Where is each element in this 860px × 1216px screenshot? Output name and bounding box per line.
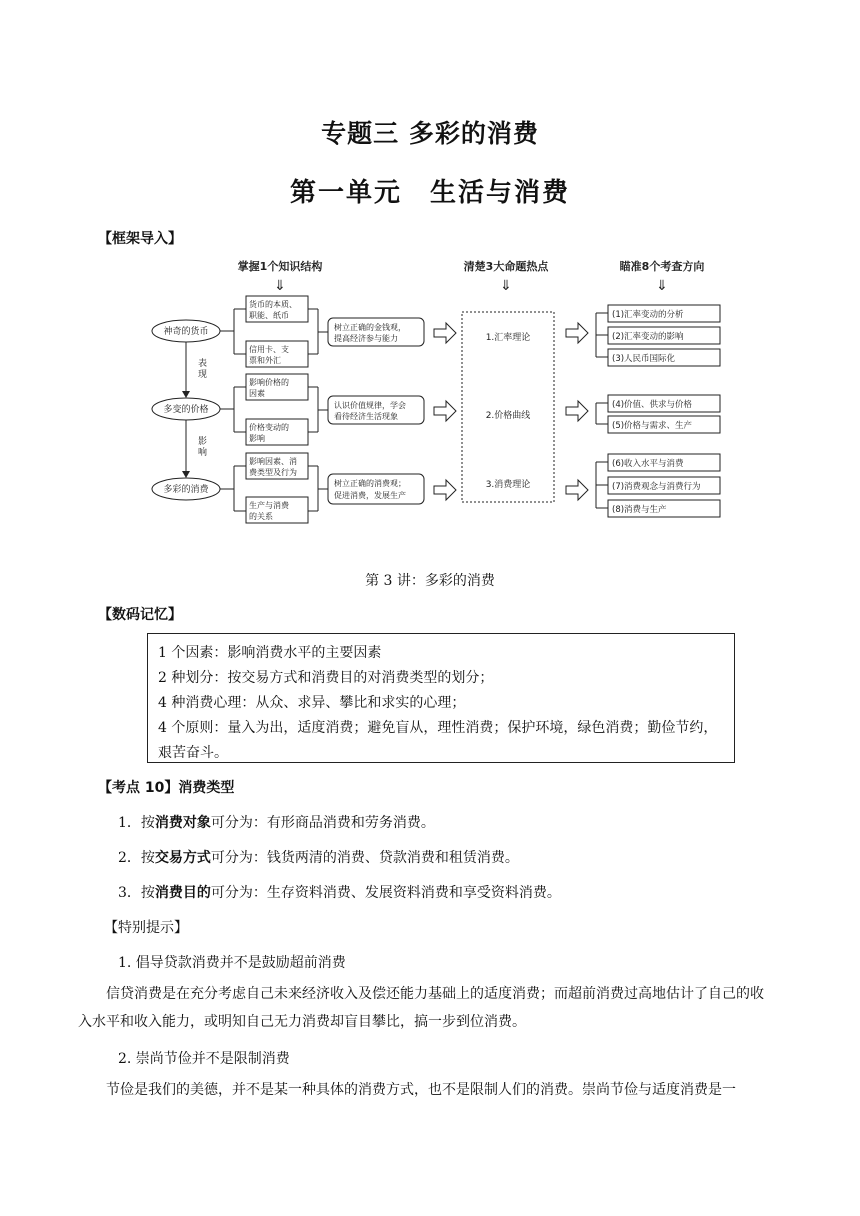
memory-box (147, 633, 735, 763)
sub-label: 影响因素、消 (249, 457, 297, 466)
topic-label: 多彩的消费 (163, 485, 209, 495)
knowledge-framework-diagram (150, 256, 730, 526)
direction-label: (5)价格与需求、生产 (612, 421, 693, 431)
sub-label: 因素 (249, 389, 265, 398)
down-arrow: ⇓ (656, 278, 668, 294)
direction-label: (2)汇率变动的影响 (612, 332, 684, 342)
sub-label: 票和外汇 (249, 356, 281, 365)
sub-label: 信用卡、支 (249, 345, 289, 354)
section-tip: 【特别提示】 (104, 920, 188, 936)
item-key: 交易方式 (154, 850, 211, 866)
goal-label: 看待经济生活现象 (334, 412, 398, 421)
direction-label: (6)收入水平与消费 (612, 459, 684, 469)
section-framework: 【框架导入】 (98, 231, 182, 247)
topic-label: 多变的价格 (163, 405, 209, 415)
goal-label: 提高经济参与能力 (334, 334, 398, 343)
kaodian-item (118, 847, 519, 867)
goal-label: 认识价值规律，学会 (334, 401, 406, 410)
section-memory: 【数码记忆】 (98, 607, 182, 623)
tip-body: 信贷消费是在充分考虑自己未来经济收入及偿还能力基础上的适度消费；而超前消费过高地估计了自己的收入水平和收入能力，或明知自己无力消费却盲目攀比，搞一步到位消费。 (78, 986, 764, 1030)
sub-label: 的关系 (249, 512, 273, 521)
sub-label: 生产与消费 (249, 501, 289, 510)
memory-line: 2 种划分：按交易方式和消费目的对消费类型的划分； (158, 670, 494, 686)
kaodian-item (118, 812, 435, 832)
sub-label: 费类型及行为 (249, 468, 297, 477)
direction-label: (7)消费观念与消费行为 (612, 482, 701, 492)
tip-heading: 2. 崇尚节俭并不是限制消费 (118, 1051, 290, 1067)
link-label: 响 (198, 448, 208, 458)
unit-title: 第一单元 生活与消费 (289, 178, 570, 208)
section-kaodian: 【考点 10】消费类型 (98, 780, 235, 796)
sub-label: 影响价格的 (249, 378, 289, 387)
memory-line: 4 种消费心理：从众、求异、攀比和求实的心理； (158, 695, 466, 711)
main-title: 专题三 多彩的消费 (321, 119, 539, 148)
link-label: 表 (198, 359, 208, 369)
sub-label: 职能、纸币 (249, 311, 289, 320)
item-prefix: 3．按 (118, 885, 155, 901)
sub-label: 货币的本质、 (249, 300, 297, 309)
tip-body: 节俭是我们的美德，并不是某一种具体的消费方式，也不是限制人们的消费。崇尚节俭与适度消费是一 (106, 1082, 736, 1098)
memory-line: 1 个因素：影响消费水平的主要因素 (158, 645, 382, 661)
tip-heading: 1. 倡导贷款消费并不是鼓励超前消费 (118, 955, 346, 971)
down-arrow: ⇓ (500, 278, 512, 294)
link-label: 影 (198, 437, 208, 447)
diagram-header-hotspots: 清楚3大命题热点 (463, 260, 549, 273)
hotspot-label: 2.价格曲线 (485, 411, 531, 421)
sub-label: 价格变动的 (249, 423, 289, 432)
direction-label: (3)人民币国际化 (612, 354, 676, 364)
item-prefix: 2．按 (118, 850, 155, 866)
item-rest: 可分为：有形商品消费和劳务消费。 (210, 815, 435, 831)
direction-label: (4)价值、供求与价格 (612, 400, 693, 410)
goal-label: 促进消费，发展生产 (334, 491, 406, 500)
direction-label: (8)消费与生产 (612, 505, 667, 515)
link-label: 现 (198, 370, 208, 380)
diagram-header-structure: 掌握1个知识结构 (237, 260, 323, 273)
hotspot-label: 3.消费理论 (485, 480, 531, 490)
item-rest: 可分为：生存资料消费、发展资料消费和享受资料消费。 (210, 885, 561, 901)
item-prefix: 1．按 (118, 815, 155, 831)
hotspot-label: 1.汇率理论 (485, 333, 531, 343)
topic-label: 神奇的货币 (163, 327, 209, 337)
item-key: 消费对象 (154, 815, 211, 831)
item-key: 消费目的 (154, 885, 211, 901)
item-rest: 可分为：钱货两清的消费、贷款消费和租赁消费。 (210, 850, 519, 866)
direction-label: (1)汇率变动的分析 (612, 310, 684, 320)
kaodian-item (118, 882, 561, 902)
sub-label: 影响 (249, 434, 265, 443)
goal-label: 树立正确的消费观； (334, 479, 406, 488)
diagram-header-directions: 瞄准8个考查方向 (619, 260, 705, 273)
goal-label: 树立正确的金钱观， (334, 323, 406, 332)
memory-line: 4 个原则：量入为出，适度消费；避免盲从，理性消费；保护环境，绿色消费；勤俭节约，艰苦奋斗。 (158, 720, 718, 761)
down-arrow: ⇓ (274, 278, 286, 294)
diagram-caption: 第 3 讲：多彩的消费 (365, 573, 495, 589)
